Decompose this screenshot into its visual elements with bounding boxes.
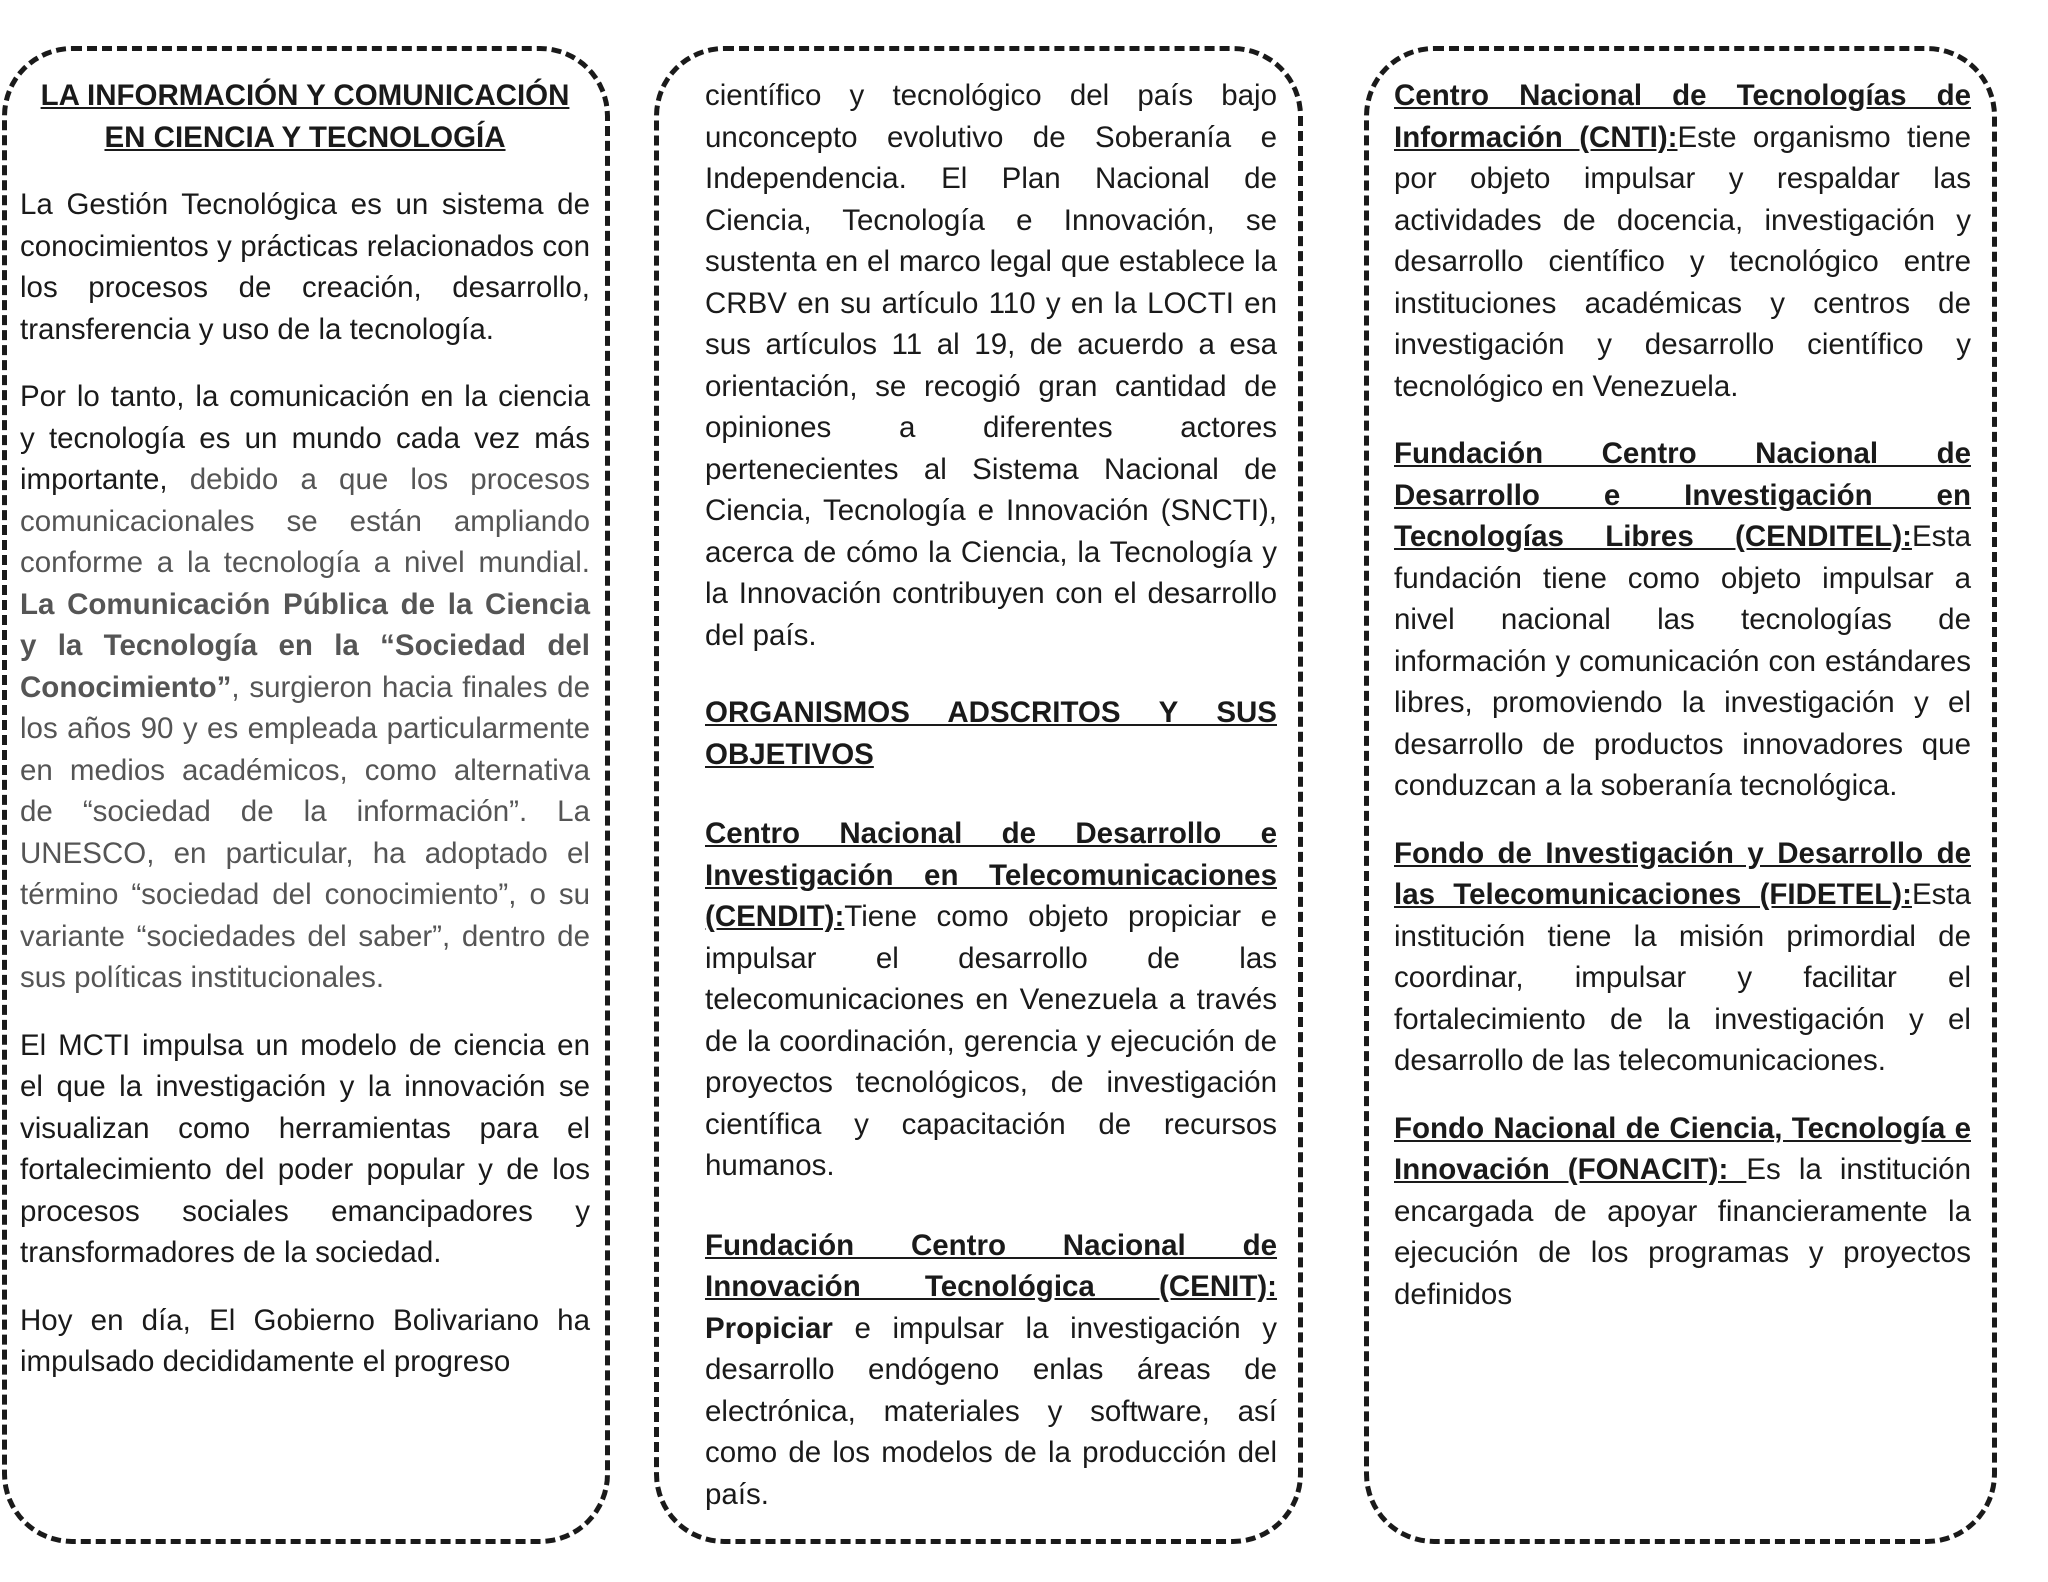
entry-cenit-bold: Propiciar [705,1311,833,1345]
paragraph-comunicacion-bold: La Comunicación Pública de la Ciencia y la Tecnología en la “Sociedad del Conocimiento” [20,587,590,704]
entry-cendit [705,813,1277,1187]
entry-cnti-heading: Centro Nacional de Tecnologías de Información (CNTI): [1394,79,1971,154]
entry-cendit-text: Tiene como objeto propiciar e impulsar el desarrollo de las telecomunicaciones en Venezuela a través de la coordinación, gerencia y ejecución de proyectos tecnológicos, de investigación científica y capacitación de recursos humanos. [705,900,1277,1182]
entry-fidetel-heading: Fondo de Investigación y Desarrollo de las Telecomunicaciones (FIDETEL): [1394,836,1971,911]
entry-cenditel-heading: Fundación Centro Nacional de Desarrollo e Investigación en Tecnologías Libres (CENDITEL): [1394,437,1971,553]
entry-fidetel-text: Esta institución tiene la misión primordial de coordinar, impulsar y facilitar el fortalecimiento de la investigación y el desarrollo de las telecomunicaciones. [1394,878,1971,1077]
entry-cenditel-text: Esta fundación tiene como objeto impulsar a nivel nacional las tecnologías de información y comunicación con estándares libres, promoviendo la investigación y el desarrollo de productos innovadores que conduzcan a la soberanía tecnológica. [1394,520,1971,802]
section-heading-organismos: ORGANISMOS ADSCRITOS Y SUS OBJETIVOS [705,696,1277,771]
entry-fidetel [1394,833,1971,1082]
title-line-2: EN CIENCIA Y TECNOLOGÍA [104,120,506,154]
paragraph-comunicacion-rest: , surgieron hacia finales de los años 90 y es empleada particularmente en medios académicos, como alternativa de “sociedad de la información”. La UNESCO, en particular, ha adoptado el término “sociedad del conocimiento”, o su variante “sociedades del saber”, dentro de sus políticas institucionales. [20,670,590,994]
entry-cendit-heading: Centro Nacional de Desarrollo e Investigación en Telecomunicaciones (CENDIT): [705,817,1277,933]
entry-fonacit-text: Es la institución encargada de apoyar financieramente la ejecución de los programas y proyectos definidos [1394,1153,1971,1311]
entry-cenit-text: e impulsar la investigación y desarrollo endógeno enlas áreas de electrónica, materiales y software, así como de los modelos de la producción del país. [705,1311,1277,1511]
panel-left-content [20,75,590,1539]
paragraph-gestion-tecnologica: La Gestión Tecnológica es un sistema de conocimientos y prácticas relacionados con los procesos de creación, desarrollo, transferencia y uso de la tecnología. [20,188,590,346]
panel-left [2,46,610,1544]
entry-cenit-heading: Fundación Centro Nacional de Innovación Tecnológica (CENIT): [705,1228,1277,1303]
entry-fonacit [1394,1108,1971,1316]
entry-cnti-text: Este organismo tiene por objeto impulsar y respaldar las actividades de docencia, investigación y desarrollo científico y tecnológico entre instituciones académicas y centros de investigación y desarrollo científico y tecnológico en Venezuela. [1394,120,1971,403]
panel-right [1364,46,1997,1544]
entry-fonacit-heading: Fondo Nacional de Ciencia, Tecnología e Innovación (FONACIT): [1394,1111,1971,1186]
panel-right-content [1394,75,1971,1539]
entry-cenditel [1394,433,1971,807]
panel-middle [654,46,1303,1544]
paragraph-comunicacion [20,376,590,999]
paragraph-plan-nacional: científico y tecnológico del país bajo unconcepto evolutivo de Soberanía e Independencia. El Plan Nacional de Ciencia, Tecnología e Innovación, se sustenta en el marco legal que establece la CRBV en su artículo 110 y en la LOCTI en sus artículos 11 al 19, de acuerdo a esa orientación, se recogió gran cantidad de opiniones a diferentes actores pertenecientes al Sistema Nacional de Ciencia, Tecnología e Innovación (SNCTI), acerca de cómo la Ciencia, la Tecnología y la Innovación contribuyen con el desarrollo del país. [705,79,1277,652]
entry-cenit [705,1225,1277,1516]
panel-middle-content [705,75,1277,1539]
title-line-1: LA INFORMACIÓN Y COMUNICACIÓN [40,79,570,112]
paragraph-mcti: El MCTI impulsa un modelo de ciencia en el que la investigación y la innovación se visualizan como herramientas para el fortalecimiento del poder popular y de los procesos sociales emancipadores y transformadores de la sociedad. [20,1028,590,1269]
paragraph-gobierno: Hoy en día, El Gobierno Bolivariano ha impulsado decididamente el progreso [20,1303,590,1378]
page-title [20,75,590,158]
entry-cnti [1394,75,1971,407]
paragraph-comunicacion-body: debido a que los procesos comunicacionales se están ampliando conforme a la tecnología a nivel mundial. [20,463,590,579]
paragraph-comunicacion-intro: Por lo tanto, la comunicación en la ciencia y tecnología es un mundo cada vez más importante, [20,380,590,496]
